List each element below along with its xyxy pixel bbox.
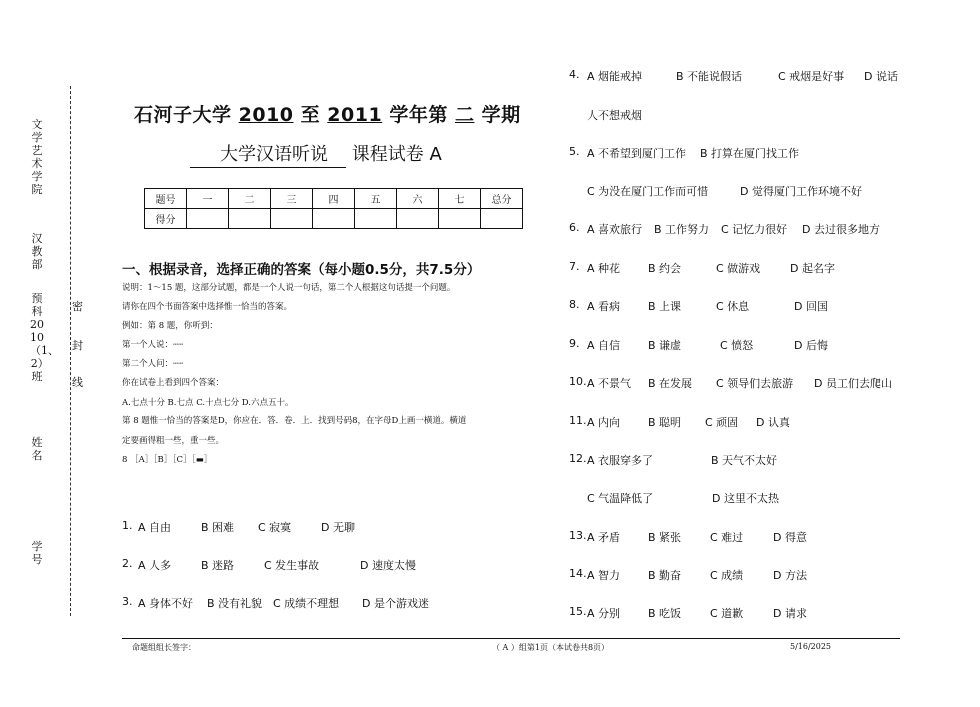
score-cell: 四 [313, 189, 355, 209]
side-dept: 汉教部 [31, 232, 43, 271]
instruction-line: 第 8 题惟一恰当的答案是D，你应在．答．卷．上．找到号码8，在字母D上画一横道。横道 [122, 416, 467, 426]
score-cell: 一 [187, 189, 229, 209]
option: B 吃饭 [648, 607, 682, 620]
score-blank [313, 209, 355, 229]
question-number: 3. [122, 595, 133, 608]
option: D 这里不太热 [712, 492, 779, 505]
score-cell: 二 [229, 189, 271, 209]
option: B 在发展 [648, 377, 693, 390]
option: D 觉得厦门工作环境不好 [740, 185, 862, 198]
instruction-line: 第一个人说：┄┄ [122, 340, 184, 350]
option: D 说话 [864, 70, 898, 83]
score-blank [481, 209, 523, 229]
option: D 起名字 [790, 262, 835, 275]
instruction-line: 第二个人问：┄┄ [122, 359, 184, 369]
seal-xian: 线 [72, 376, 83, 389]
option: D 请求 [773, 607, 807, 620]
option: D 后悔 [794, 339, 828, 352]
option: C 难过 [710, 531, 744, 544]
term-word: 学期 [481, 104, 521, 126]
side-college: 文学艺术学院 [31, 118, 43, 196]
option: C 愤怒 [720, 339, 754, 352]
question-number: 7. [569, 260, 580, 273]
score-cell: 题号 [145, 189, 187, 209]
year-word: 学年第 [389, 104, 448, 126]
option: C 为没在厦门工作而可惜 [587, 185, 709, 198]
option: A 自由 [138, 521, 172, 534]
question-number: 15. [569, 605, 587, 618]
score-blank [355, 209, 397, 229]
footer-page: （ A ）组第1页（本试卷共8页） [492, 643, 610, 652]
question-number: 10. [569, 375, 587, 388]
question-number: 12. [569, 452, 587, 465]
course-title [190, 140, 442, 168]
option: B 不能说假话 [676, 70, 743, 83]
question-number: 11. [569, 414, 587, 427]
question-number: 1. [122, 519, 133, 532]
option: C 戒烟是好事 [778, 70, 845, 83]
option: C 寂寞 [258, 521, 292, 534]
option: B 聪明 [648, 416, 682, 429]
option: B 上课 [648, 300, 682, 313]
option: D 员工们去爬山 [814, 377, 892, 390]
year-start: 2010 [238, 104, 294, 126]
option: C 道歉 [710, 607, 744, 620]
option: C 顽固 [705, 416, 739, 429]
score-blank [271, 209, 313, 229]
side-class: 预科2010（1、2）班 [30, 292, 59, 383]
footer-rule [122, 638, 900, 639]
option: B 天气不太好 [711, 454, 778, 467]
score-value-row [145, 209, 523, 229]
option-continuation: 人不想戒烟 [587, 109, 642, 122]
seal-feng: 封 [72, 339, 83, 352]
option: B 勤奋 [648, 569, 682, 582]
option: A 矛盾 [587, 531, 621, 544]
option: D 是个游戏迷 [362, 597, 429, 610]
option: D 无聊 [321, 521, 355, 534]
option: A 不希望到厦门工作 [587, 147, 687, 160]
option: C 发生事故 [264, 559, 320, 572]
score-cell: 三 [271, 189, 313, 209]
question-number: 4. [569, 68, 580, 81]
option: C 休息 [716, 300, 750, 313]
score-cell: 总分 [481, 189, 523, 209]
option: B 紧张 [648, 531, 682, 544]
option: A 自信 [587, 339, 621, 352]
side-name-label: 姓名 [31, 436, 43, 462]
option: C 做游戏 [716, 262, 761, 275]
section1-title: 一、根据录音，选择正确的答案（每小题0.5分，共7.5分） [122, 262, 481, 278]
option: B 迷路 [201, 559, 235, 572]
option: D 方法 [773, 569, 807, 582]
question-number: 8. [569, 298, 580, 311]
option: D 回国 [794, 300, 828, 313]
exam-name: 课程试卷 A [351, 144, 442, 165]
option: A 身体不好 [138, 597, 194, 610]
score-cell: 七 [439, 189, 481, 209]
example-answer: 8 ［A］［B］［C］［▬］ [122, 455, 213, 465]
option: B 打算在厦门找工作 [700, 147, 800, 160]
instruction-line: 定要画得粗一些，重一些。 [122, 436, 225, 446]
score-table [144, 188, 523, 229]
score-cell: 得分 [145, 209, 187, 229]
option: A 分别 [587, 607, 621, 620]
score-blank [229, 209, 271, 229]
course-name: 大学汉语听说 [190, 140, 346, 168]
question-number: 2. [122, 557, 133, 570]
option: D 得意 [773, 531, 807, 544]
instruction-line: 请你在四个书面答案中选择惟一恰当的答案。 [122, 302, 293, 312]
option: B 困难 [201, 521, 235, 534]
option: A 智力 [587, 569, 621, 582]
score-cell: 五 [355, 189, 397, 209]
score-blank [187, 209, 229, 229]
option: D 速度太慢 [360, 559, 416, 572]
option: A 衣服穿多了 [587, 454, 654, 467]
option: A 人多 [138, 559, 172, 572]
question-number: 14. [569, 567, 587, 580]
option: C 成绩不理想 [273, 597, 340, 610]
option: B 约会 [648, 262, 682, 275]
question-number: 5. [569, 145, 580, 158]
footer-date: 5/16/2025 [790, 642, 832, 651]
seal-mi: 密 [72, 300, 83, 313]
instruction-line: A.七点十分 B.七点 C.十点七分 D.六点五十。 [122, 398, 294, 408]
year-to: 至 [300, 104, 321, 126]
question-number: 13. [569, 529, 587, 542]
score-blank [397, 209, 439, 229]
seal-dashed-line [70, 86, 71, 616]
footer-sign: 命题组组长签字： [132, 643, 196, 652]
option: A 看病 [587, 300, 621, 313]
side-id-label: 学号 [31, 540, 43, 566]
instruction-line: 说明：1～15 题，这部分试题，都是一个人说一句话，第二个人根据这句话提一个问题。 [122, 283, 456, 293]
option: D 认真 [756, 416, 790, 429]
exam-title [134, 100, 521, 127]
score-header-row [145, 189, 523, 209]
year-end: 2011 [327, 104, 383, 126]
option: B 工作努力 [654, 223, 710, 236]
option: A 烟能戒掉 [587, 70, 643, 83]
question-number: 9. [569, 337, 580, 350]
option: A 种花 [587, 262, 621, 275]
option: C 领导们去旅游 [716, 377, 794, 390]
option: C 记忆力很好 [721, 223, 788, 236]
instruction-line: 例如：第 8 题，你听到： [122, 321, 218, 331]
option: A 内向 [587, 416, 621, 429]
option: A 喜欢旅行 [587, 223, 643, 236]
univ-name: 石河子大学 [134, 104, 232, 126]
option: A 不景气 [587, 377, 632, 390]
instruction-line: 你在试卷上看到四个答案： [122, 378, 225, 388]
term-number: 二 [454, 104, 475, 126]
option: C 气温降低了 [587, 492, 654, 505]
option: B 没有礼貌 [207, 597, 263, 610]
option: D 去过很多地方 [802, 223, 880, 236]
score-cell: 六 [397, 189, 439, 209]
option: B 谦虚 [648, 339, 682, 352]
score-blank [439, 209, 481, 229]
option: C 成绩 [710, 569, 744, 582]
question-number: 6. [569, 221, 580, 234]
